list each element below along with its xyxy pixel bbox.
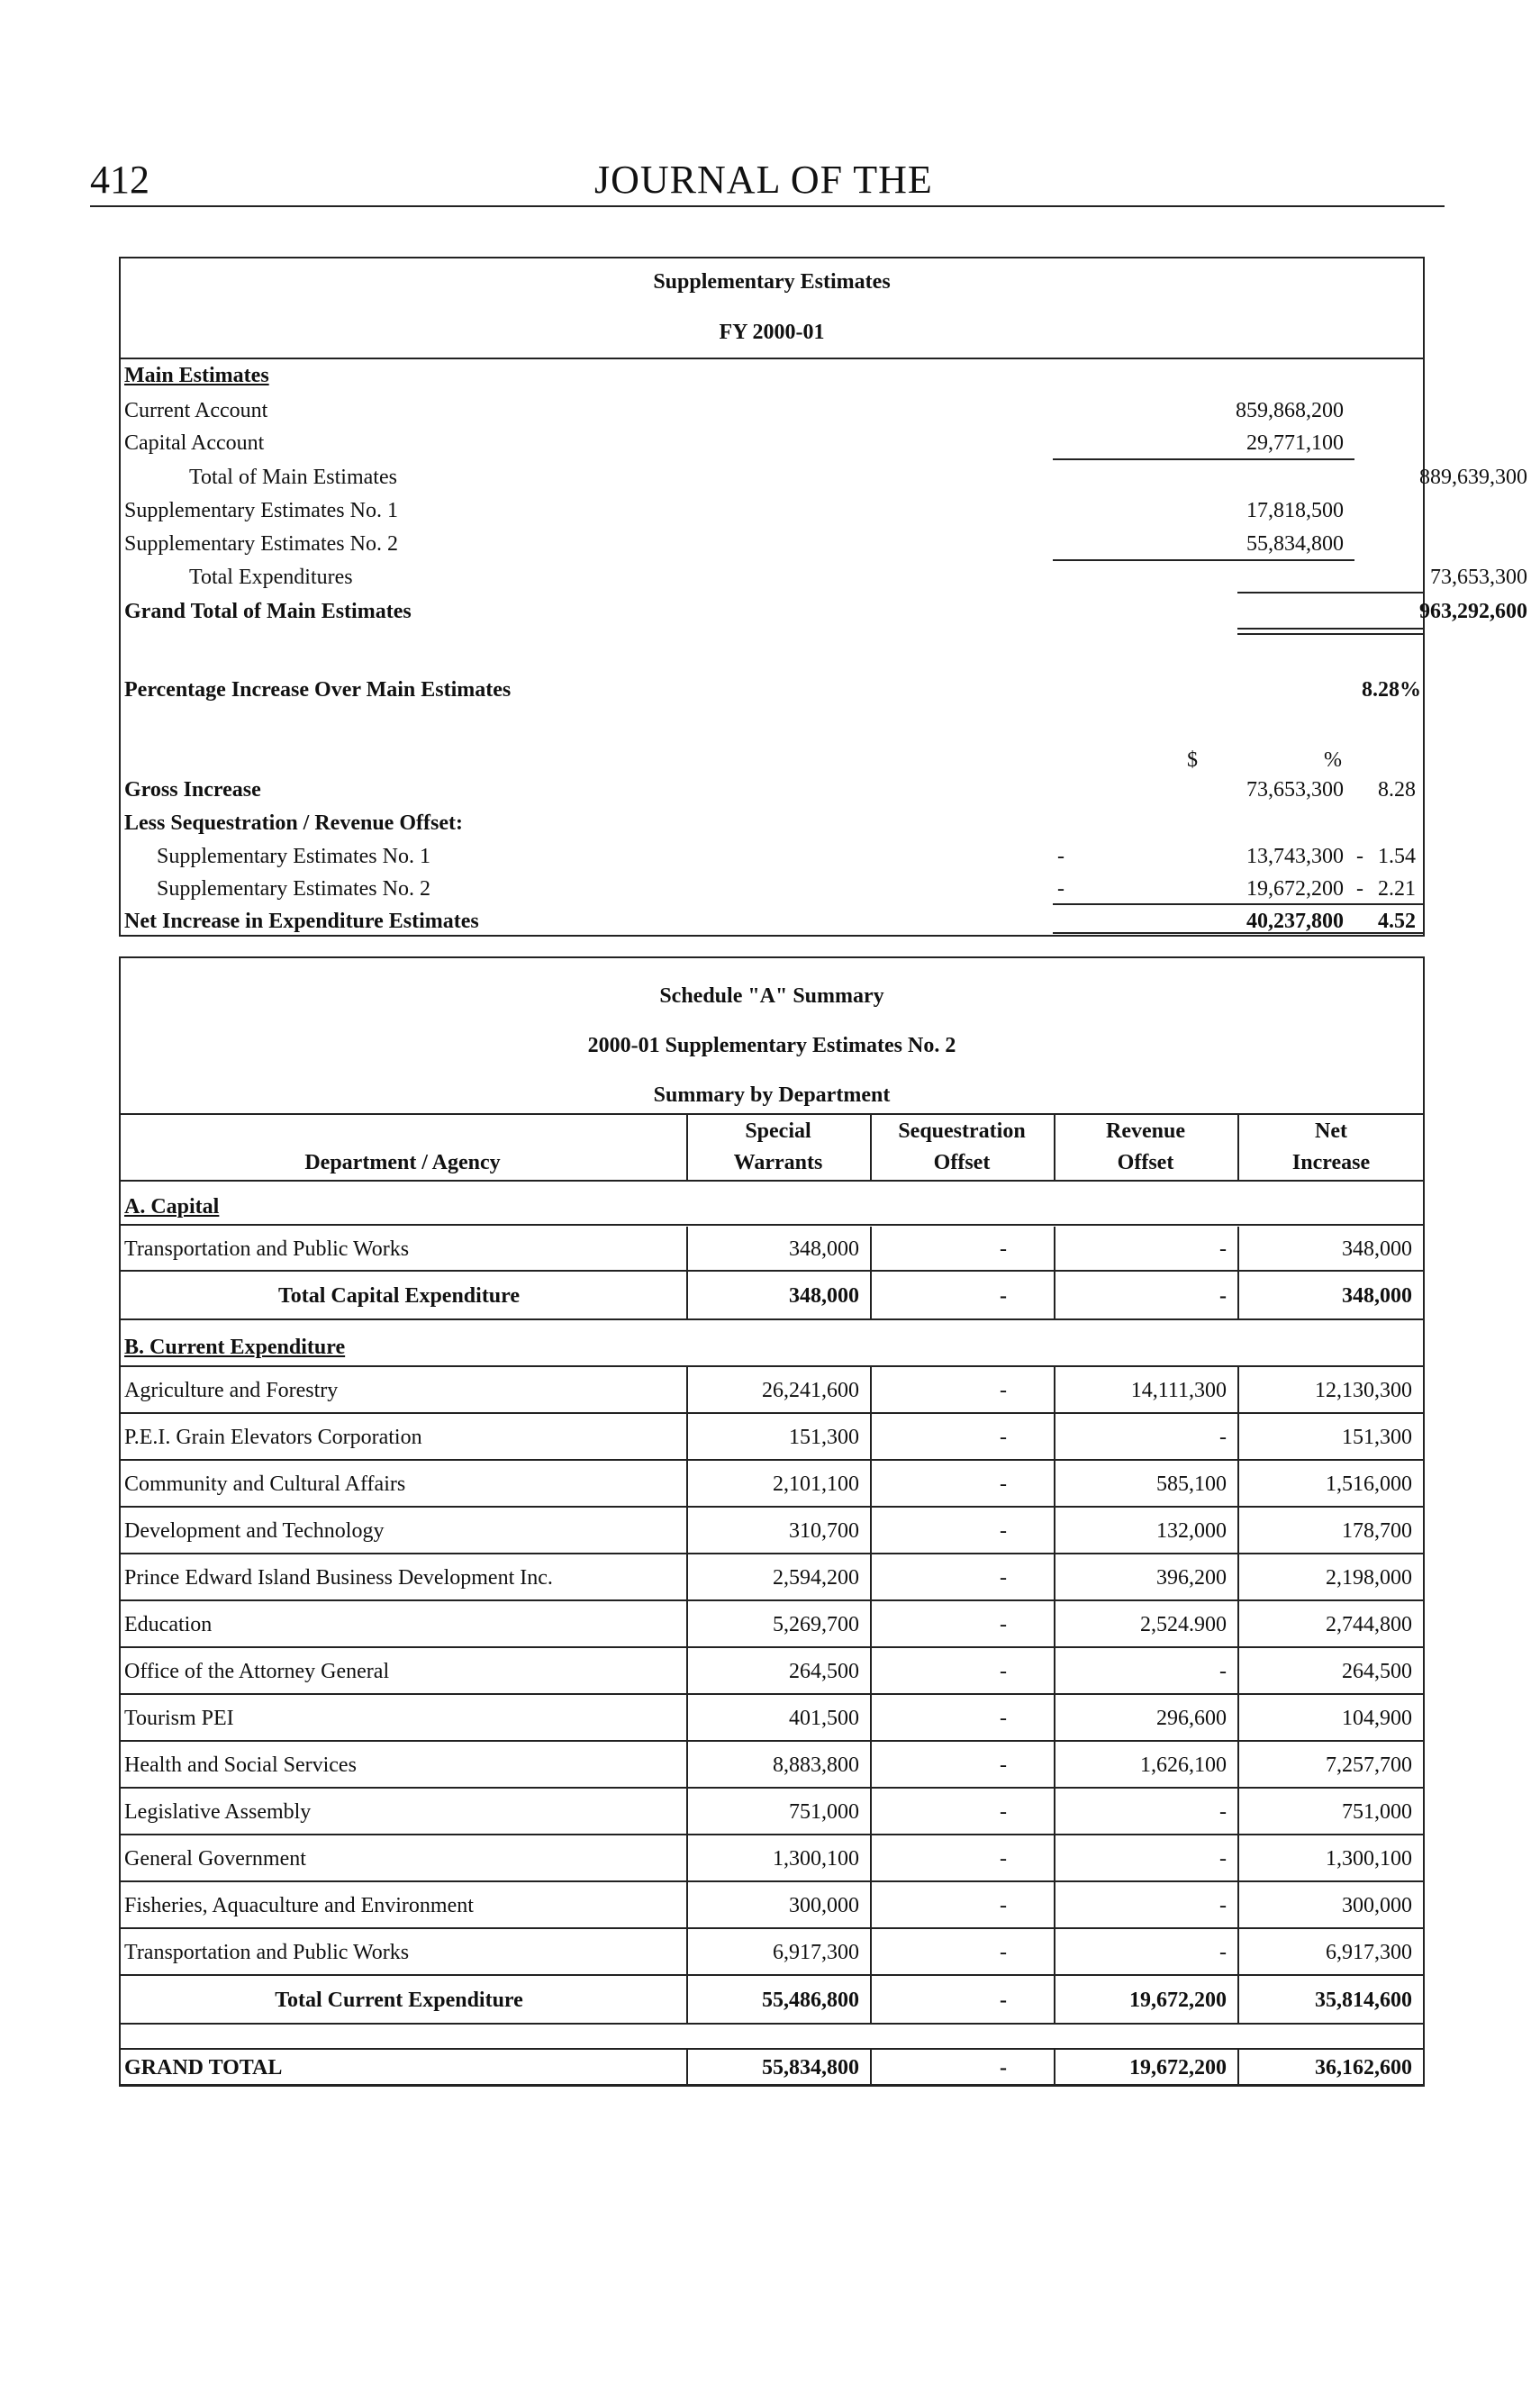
- capital-total-row: [121, 1272, 1423, 1320]
- main-estimates-heading: Main Estimates: [124, 364, 269, 387]
- col-divider: [686, 1976, 688, 2025]
- col-divider: [870, 1601, 872, 1648]
- special-warrants: 26,241,600: [762, 1379, 859, 1402]
- col-header-div-4: [1237, 1113, 1239, 1180]
- current-rows: [121, 1367, 1423, 2025]
- special-warrants: 300,000: [789, 1894, 859, 1917]
- col-header-rev-2: Offset: [1117, 1151, 1174, 1174]
- sequestration-offset: -: [1000, 1237, 1007, 1261]
- supp2-label: Supplementary Estimates No. 2: [124, 532, 398, 556]
- capital-heading-line: [121, 1224, 1423, 1226]
- col-divider: [870, 1414, 872, 1461]
- col-divider: [870, 1367, 872, 1414]
- current-row: [121, 1929, 1423, 1976]
- current-account-label: Current Account: [124, 399, 268, 422]
- col-divider: [1237, 1554, 1239, 1601]
- col-divider: [1237, 1742, 1239, 1789]
- col-dollar-header: $: [1187, 748, 1198, 772]
- revenue-offset: 14,111,300: [1130, 1379, 1227, 1402]
- supp-header-divider: [121, 358, 1423, 359]
- grand-total-row: [121, 2050, 1423, 2086]
- net-double-line: [1053, 932, 1423, 934]
- col-header-seq-1: Sequestration: [898, 1119, 1026, 1143]
- col-pct-header: %: [1324, 748, 1342, 772]
- net-increase: 264,500: [1342, 1660, 1412, 1683]
- row-bottom-line: [121, 1318, 1423, 1320]
- col-divider: [686, 1554, 688, 1601]
- col-divider: [686, 1508, 688, 1554]
- special-warrants: 401,500: [789, 1707, 859, 1730]
- net-increase: 178,700: [1342, 1519, 1412, 1543]
- current-total-row: [121, 1976, 1423, 2025]
- supp-title: Supplementary Estimates: [653, 270, 891, 294]
- special-warrants: 6,917,300: [773, 1941, 859, 1964]
- revenue-offset: 19,672,200: [1129, 2056, 1227, 2079]
- col-divider: [870, 1695, 872, 1742]
- revenue-offset: -: [1219, 1941, 1227, 1964]
- supp-fy: FY 2000-01: [719, 321, 825, 344]
- sequestration-offset: -: [1000, 1847, 1007, 1871]
- col-divider: [1237, 1882, 1239, 1929]
- col-divider: [1237, 1695, 1239, 1742]
- dept-name: Education: [124, 1613, 213, 1636]
- sequestration-offset: -: [1000, 1379, 1007, 1402]
- dept-name: Total Capital Expenditure: [277, 1284, 521, 1308]
- col-divider: [1237, 1461, 1239, 1508]
- sequestration-offset: -: [1000, 1989, 1007, 2012]
- col-divider: [686, 1272, 688, 1320]
- capital-rows: [121, 1227, 1423, 1320]
- pct-increase-label: Percentage Increase Over Main Estimates: [124, 678, 512, 702]
- page-header: [90, 153, 1445, 207]
- col-divider: [870, 1461, 872, 1508]
- current-row: [121, 1789, 1423, 1835]
- dept-name: Agriculture and Forestry: [124, 1379, 339, 1402]
- current-row: [121, 1601, 1423, 1648]
- grand-total-main-amount: 963,292,600: [1419, 600, 1527, 623]
- special-warrants: 8,883,800: [773, 1753, 859, 1777]
- current-account-amount: 859,868,200: [1236, 399, 1344, 422]
- less-sequestration-label: Less Sequestration / Revenue Offset:: [124, 811, 463, 835]
- net-increase: 1,300,100: [1326, 1847, 1412, 1871]
- less2-pct-dash: -: [1356, 877, 1363, 901]
- revenue-offset: 19,672,200: [1129, 1989, 1227, 2012]
- special-warrants: 751,000: [789, 1800, 859, 1824]
- col-divider: [686, 1882, 688, 1929]
- sequestration-offset: -: [1000, 1800, 1007, 1824]
- col-divider: [686, 1367, 688, 1414]
- current-row: [121, 1648, 1423, 1695]
- sequestration-offset: -: [1000, 2056, 1007, 2079]
- schedule-title: Schedule "A" Summary: [659, 984, 884, 1008]
- col-divider: [1237, 1227, 1239, 1272]
- col-divider: [870, 1272, 872, 1320]
- revenue-offset: 1,626,100: [1140, 1753, 1227, 1777]
- col-divider: [870, 1227, 872, 1272]
- net-increase: 348,000: [1342, 1284, 1412, 1308]
- sequestration-offset: -: [1000, 1519, 1007, 1543]
- col-header-div-1: [686, 1113, 688, 1180]
- col-divider: [1237, 1272, 1239, 1320]
- dept-name: Transportation and Public Works: [124, 1237, 410, 1261]
- col-divider: [1237, 1414, 1239, 1461]
- col-divider: [870, 1648, 872, 1695]
- col-header-dept: Department / Agency: [304, 1151, 501, 1174]
- less2-underline: [1053, 903, 1423, 905]
- capital-heading: A. Capital: [124, 1195, 220, 1219]
- col-header-div-3: [1054, 1113, 1055, 1180]
- sequestration-offset: -: [1000, 1894, 1007, 1917]
- col-divider: [1237, 1929, 1239, 1976]
- col-divider: [870, 1835, 872, 1882]
- gross-increase-amount: 73,653,300: [1246, 778, 1344, 802]
- col-divider: [1054, 1789, 1055, 1835]
- col-divider: [870, 1554, 872, 1601]
- col-divider: [1054, 1648, 1055, 1695]
- col-divider: [686, 1227, 688, 1272]
- revenue-offset: -: [1219, 1847, 1227, 1871]
- dept-name: P.E.I. Grain Elevators Corporation: [124, 1426, 422, 1449]
- capital-row: [121, 1227, 1423, 1272]
- current-row: [121, 1835, 1423, 1882]
- schedule-a-summary: [119, 956, 1425, 2087]
- col-divider: [686, 1695, 688, 1742]
- revenue-offset: 296,600: [1156, 1707, 1227, 1730]
- journal-title: JOURNAL OF THE: [594, 158, 933, 202]
- sequestration-offset: -: [1000, 1284, 1007, 1308]
- dept-name: Office of the Attorney General: [124, 1660, 390, 1683]
- net-increase: 6,917,300: [1326, 1941, 1412, 1964]
- col-header-bottom-line: [121, 1180, 1423, 1182]
- dept-name: Community and Cultural Affairs: [124, 1472, 406, 1496]
- col-divider: [1054, 1272, 1055, 1320]
- capital-account-amount: 29,771,100: [1246, 431, 1344, 455]
- col-divider: [870, 1742, 872, 1789]
- net-increase: 2,198,000: [1326, 1566, 1412, 1590]
- col-divider: [686, 1789, 688, 1835]
- special-warrants: 2,101,100: [773, 1472, 859, 1496]
- col-divider: [686, 1929, 688, 1976]
- less1-label: Supplementary Estimates No. 1: [157, 845, 430, 868]
- less2-amount: 19,672,200: [1246, 877, 1344, 901]
- current-row: [121, 1367, 1423, 1414]
- col-divider: [1237, 1976, 1239, 2025]
- total-main-amount: 889,639,300: [1419, 466, 1527, 489]
- less1-pct: 1.54: [1378, 845, 1416, 868]
- col-divider: [1237, 1789, 1239, 1835]
- sequestration-offset: -: [1000, 1426, 1007, 1449]
- col-divider: [1054, 1835, 1055, 1882]
- supp2-underline: [1053, 559, 1354, 561]
- dept-name: Legislative Assembly: [124, 1800, 312, 1824]
- col-divider: [1237, 1508, 1239, 1554]
- total-exp-underline: [1237, 592, 1423, 593]
- dept-name: Health and Social Services: [124, 1753, 357, 1777]
- capital-underline: [1053, 458, 1354, 460]
- net-increase: 751,000: [1342, 1800, 1412, 1824]
- net-increase: 12,130,300: [1315, 1379, 1412, 1402]
- col-header-special-1: Special: [745, 1119, 811, 1143]
- col-divider: [1054, 1508, 1055, 1554]
- col-divider: [1237, 1835, 1239, 1882]
- net-increase: 1,516,000: [1326, 1472, 1412, 1496]
- col-divider: [1054, 1414, 1055, 1461]
- schedule-subtitle: 2000-01 Supplementary Estimates No. 2: [587, 1034, 956, 1057]
- current-row: [121, 1695, 1423, 1742]
- total-exp-amount: 73,653,300: [1430, 566, 1527, 589]
- col-divider: [870, 1508, 872, 1554]
- row-bottom-line: [121, 2023, 1423, 2025]
- supp1-label: Supplementary Estimates No. 1: [124, 499, 398, 522]
- sequestration-offset: -: [1000, 1753, 1007, 1777]
- dept-name: Total Current Expenditure: [275, 1989, 523, 2012]
- sequestration-offset: -: [1000, 1613, 1007, 1636]
- special-warrants: 348,000: [789, 1237, 859, 1261]
- sequestration-offset: -: [1000, 1941, 1007, 1964]
- less2-label: Supplementary Estimates No. 2: [157, 877, 430, 901]
- col-divider: [1054, 1461, 1055, 1508]
- net-increase: 7,257,700: [1326, 1753, 1412, 1777]
- col-divider: [870, 1789, 872, 1835]
- col-divider: [1054, 1695, 1055, 1742]
- sequestration-offset: -: [1000, 1707, 1007, 1730]
- less2-pct: 2.21: [1378, 877, 1416, 901]
- col-divider: [1237, 1367, 1239, 1414]
- revenue-offset: -: [1219, 1894, 1227, 1917]
- col-divider: [686, 1835, 688, 1882]
- special-warrants: 310,700: [789, 1519, 859, 1543]
- col-divider: [870, 1929, 872, 1976]
- net-increase-pct: 4.52: [1378, 910, 1416, 933]
- current-heading: B. Current Expenditure: [124, 1336, 346, 1359]
- col-divider: [1237, 1648, 1239, 1695]
- col-header-seq-2: Offset: [933, 1151, 991, 1174]
- grand-total-double-line-2: [1237, 633, 1423, 635]
- special-warrants: 151,300: [789, 1426, 859, 1449]
- col-divider: [1237, 1601, 1239, 1648]
- col-header-net-1: Net: [1315, 1119, 1347, 1143]
- col-header-net-2: Increase: [1291, 1151, 1371, 1174]
- supp1-amount: 17,818,500: [1246, 499, 1344, 522]
- less1-dash: -: [1057, 845, 1064, 868]
- total-exp-label: Total Expenditures: [189, 566, 353, 589]
- net-increase: 36,162,600: [1315, 2056, 1412, 2079]
- dept-name: General Government: [124, 1847, 306, 1871]
- current-row: [121, 1554, 1423, 1601]
- col-divider: [1054, 2050, 1055, 2086]
- net-increase: 348,000: [1342, 1237, 1412, 1261]
- net-increase-amount: 40,237,800: [1246, 910, 1344, 933]
- current-row: [121, 1742, 1423, 1789]
- special-warrants: 55,486,800: [762, 1989, 859, 2012]
- net-increase-label: Net Increase in Expenditure Estimates: [124, 910, 479, 933]
- col-divider: [1054, 1742, 1055, 1789]
- revenue-offset: -: [1219, 1426, 1227, 1449]
- col-divider: [686, 2050, 688, 2086]
- pct-increase-value: 8.28%: [1362, 678, 1421, 702]
- col-header-top-line: [121, 1113, 1423, 1115]
- revenue-offset: 2,524.900: [1140, 1613, 1227, 1636]
- special-warrants: 5,269,700: [773, 1613, 859, 1636]
- revenue-offset: -: [1219, 1800, 1227, 1824]
- col-divider: [1054, 1554, 1055, 1601]
- revenue-offset: -: [1219, 1284, 1227, 1308]
- less2-dash: -: [1057, 877, 1064, 901]
- dept-name: Tourism PEI: [124, 1707, 234, 1730]
- supplementary-estimates-section: [119, 257, 1527, 937]
- special-warrants: 55,834,800: [762, 2056, 859, 2079]
- current-row: [121, 1882, 1423, 1929]
- net-increase: 104,900: [1342, 1707, 1412, 1730]
- current-row: [121, 1414, 1423, 1461]
- net-increase: 151,300: [1342, 1426, 1412, 1449]
- special-warrants: 348,000: [789, 1284, 859, 1308]
- col-divider: [686, 1414, 688, 1461]
- gross-increase-pct: 8.28: [1378, 778, 1416, 802]
- special-warrants: 2,594,200: [773, 1566, 859, 1590]
- special-warrants: 264,500: [789, 1660, 859, 1683]
- current-row: [121, 1508, 1423, 1554]
- col-header-rev-1: Revenue: [1106, 1119, 1185, 1143]
- col-divider: [1054, 1367, 1055, 1414]
- col-divider: [686, 1742, 688, 1789]
- gross-increase-label: Gross Increase: [124, 778, 261, 802]
- schedule-by-dept: Summary by Department: [653, 1083, 891, 1107]
- dept-name: Development and Technology: [124, 1519, 385, 1543]
- sequestration-offset: -: [1000, 1660, 1007, 1683]
- revenue-offset: 132,000: [1156, 1519, 1227, 1543]
- less1-pct-dash: -: [1356, 845, 1363, 868]
- col-divider: [686, 1648, 688, 1695]
- col-divider: [1054, 1601, 1055, 1648]
- grand-total-main-label: Grand Total of Main Estimates: [124, 600, 412, 623]
- sequestration-offset: -: [1000, 1472, 1007, 1496]
- col-divider: [870, 1976, 872, 2025]
- sequestration-offset: -: [1000, 1566, 1007, 1590]
- grand-total-row: [121, 2050, 1423, 2086]
- capital-account-label: Capital Account: [124, 431, 265, 455]
- dept-name: Transportation and Public Works: [124, 1941, 410, 1964]
- total-main-label: Total of Main Estimates: [189, 466, 397, 489]
- col-divider: [1054, 1227, 1055, 1272]
- col-divider: [870, 2050, 872, 2086]
- col-divider: [1054, 1929, 1055, 1976]
- dept-name: GRAND TOTAL: [124, 2056, 283, 2079]
- less1-amount: 13,743,300: [1246, 845, 1344, 868]
- col-divider: [1237, 2050, 1239, 2086]
- net-increase: 35,814,600: [1315, 1989, 1412, 2012]
- revenue-offset: -: [1219, 1237, 1227, 1261]
- col-divider: [1054, 1976, 1055, 2025]
- col-divider: [1054, 1882, 1055, 1929]
- special-warrants: 1,300,100: [773, 1847, 859, 1871]
- revenue-offset: -: [1219, 1660, 1227, 1683]
- grand-total-double-line-1: [1237, 628, 1423, 630]
- col-divider: [686, 1461, 688, 1508]
- col-divider: [870, 1882, 872, 1929]
- page-number: 412: [90, 158, 149, 202]
- row-bottom-line: [121, 2084, 1423, 2086]
- supp2-amount: 55,834,800: [1246, 532, 1344, 556]
- current-row: [121, 1461, 1423, 1508]
- col-header-div-2: [870, 1113, 872, 1180]
- net-increase: 300,000: [1342, 1894, 1412, 1917]
- revenue-offset: 396,200: [1156, 1566, 1227, 1590]
- col-divider: [686, 1601, 688, 1648]
- col-header-special-2: Warrants: [733, 1151, 823, 1174]
- revenue-offset: 585,100: [1156, 1472, 1227, 1496]
- dept-name: Prince Edward Island Business Development Inc.: [124, 1566, 553, 1590]
- dept-name: Fisheries, Aquaculture and Environment: [124, 1894, 474, 1917]
- net-increase: 2,744,800: [1326, 1613, 1412, 1636]
